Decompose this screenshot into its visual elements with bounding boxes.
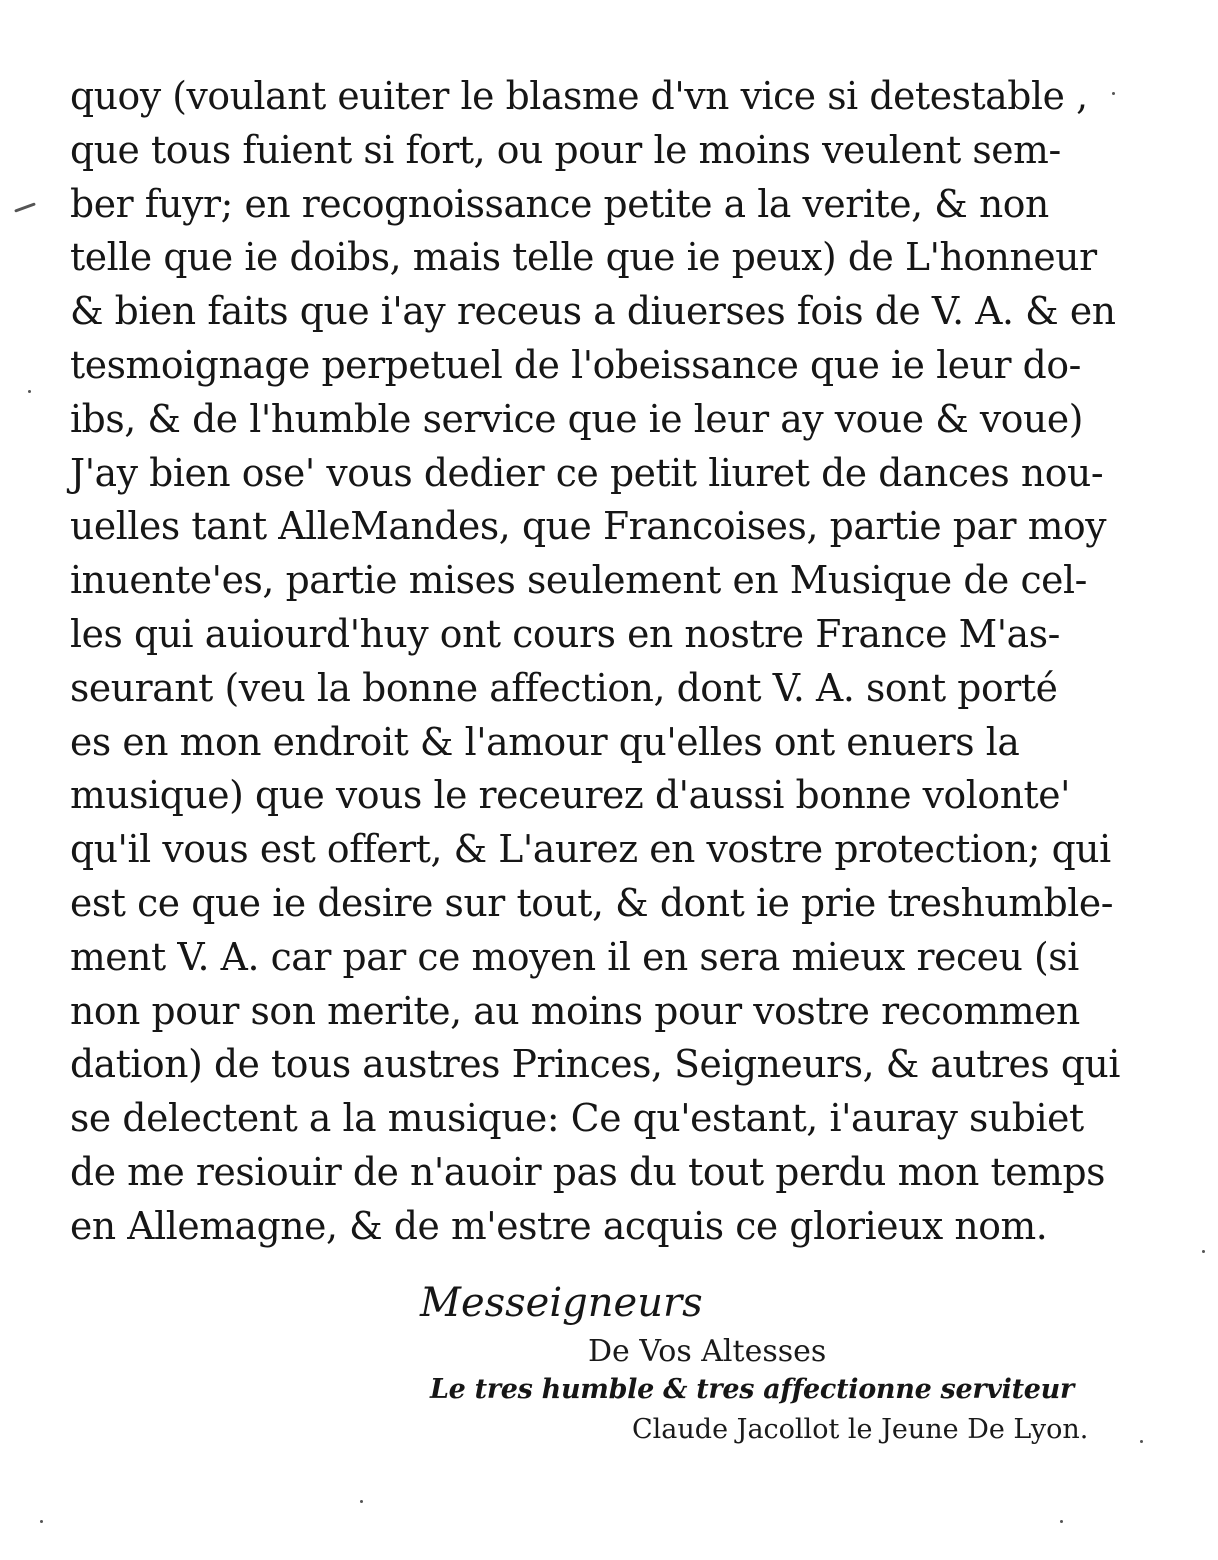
scan-speck xyxy=(360,1500,363,1503)
text-line: inuente'es, partie mises seulement en Musique de cel- xyxy=(70,558,1088,603)
letter-body xyxy=(70,70,1130,1254)
text-line: & bien faits que i'ay receus a diuerses fois de V. A. & en xyxy=(70,289,1116,334)
salutation: Messeigneurs xyxy=(420,1280,703,1326)
text-line: qu'il vous est offert, & L'aurez en vostre protection; qui xyxy=(70,827,1111,872)
text-line: seurant (veu la bonne affection, dont V. A. sont porté xyxy=(70,665,1058,710)
text-line: que tous fuient si fort, ou pour le moins veulent sem- xyxy=(70,127,1061,172)
text-line: de me resiouir de n'auoir pas du tout perdu mon temps xyxy=(70,1149,1106,1194)
scan-speck xyxy=(1140,1440,1143,1443)
text-line: se delectent a la musique: Ce qu'estant, i'auray subiet xyxy=(70,1096,1084,1141)
text-line: ibs, & de l'humble service que ie leur ay voue & voue) xyxy=(70,396,1084,441)
text-line: tesmoignage perpetuel de l'obeissance que ie leur do- xyxy=(70,342,1081,387)
closing-line-italic: Le tres humble & tres affectionne serviteur xyxy=(430,1374,1074,1405)
scan-speck xyxy=(14,202,36,212)
text-line: musique) que vous le receurez d'aussi bonne volonte' xyxy=(70,773,1071,818)
signature: Claude Jacollot le Jeune De Lyon. xyxy=(632,1414,1089,1445)
text-line: non pour son merite, au moins pour vostre recommen xyxy=(70,988,1080,1033)
scan-speck xyxy=(28,390,31,393)
scan-speck xyxy=(1060,1520,1063,1523)
text-line: quoy (voulant euiter le blasme d'vn vice si detestable , xyxy=(70,74,1088,118)
text-line: dation) de tous austres Princes, Seigneurs, & autres qui xyxy=(70,1042,1120,1087)
closing-line: De Vos Altesses xyxy=(588,1334,827,1369)
text-line: les qui auiourd'huy ont cours en nostre France M'as- xyxy=(70,611,1060,656)
scan-speck xyxy=(40,1520,43,1523)
text-line: telle que ie doibs, mais telle que ie peux) de L'honneur xyxy=(70,235,1097,280)
text-line: est ce que ie desire sur tout, & dont ie prie treshumble- xyxy=(70,880,1114,925)
scan-speck xyxy=(1202,1250,1205,1253)
scan-speck xyxy=(1112,92,1115,95)
text-line: uelles tant AlleMandes, que Francoises, partie par moy xyxy=(70,504,1107,549)
text-line: en Allemagne, & de m'estre acquis ce glorieux nom. xyxy=(70,1203,1048,1248)
text-line: es en mon endroit & l'amour qu'elles ont enuers la xyxy=(70,719,1020,764)
text-line: ment V. A. car par ce moyen il en sera mieux receu (si xyxy=(70,934,1079,979)
text-line: J'ay bien ose' vous dedier ce petit liuret de dances nou- xyxy=(70,450,1104,495)
text-line: ber fuyr; en recognoissance petite a la verite, & non xyxy=(70,181,1049,226)
